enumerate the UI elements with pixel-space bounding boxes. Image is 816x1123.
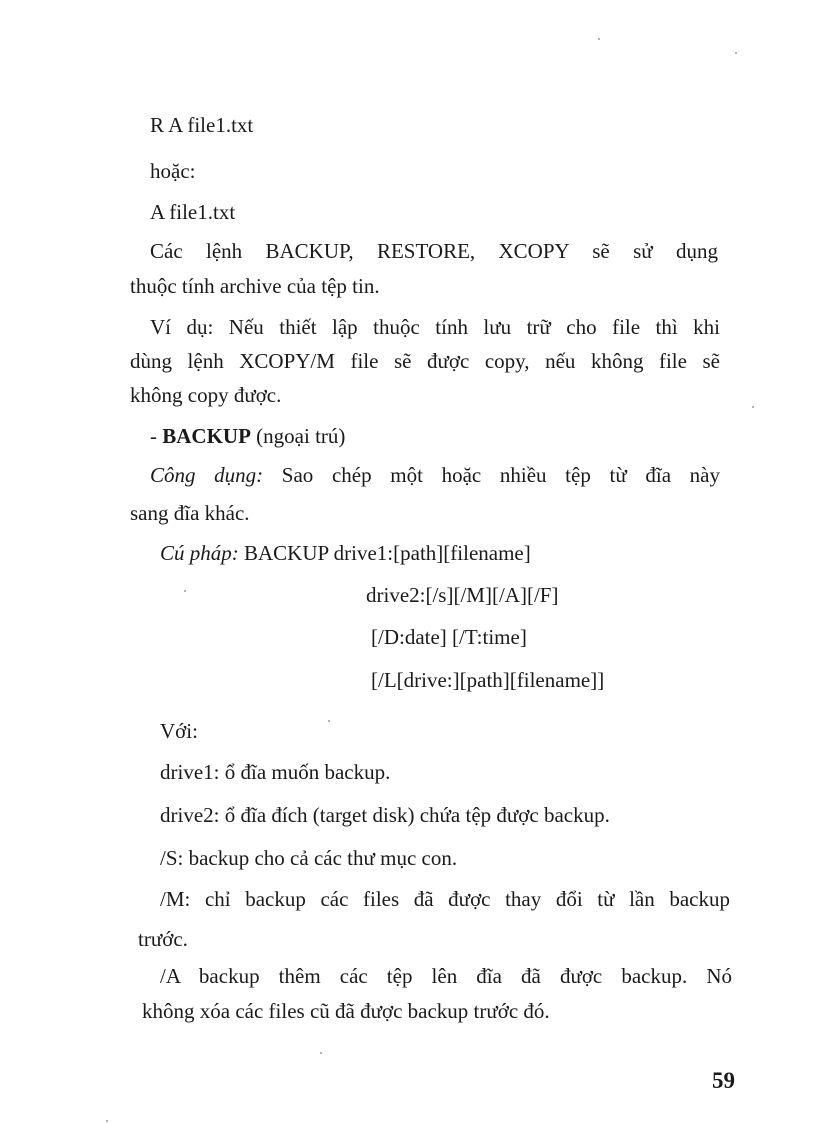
text-line: dùng lệnh XCOPY/M file sẽ được copy, nếu không file sẽ: [130, 349, 720, 373]
text-line: không xóa các files cũ đã được backup trước đó.: [142, 999, 550, 1023]
heading-dash: -: [150, 424, 163, 448]
scan-speck: [106, 1120, 108, 1122]
text-line: Các lệnh BACKUP, RESTORE, XCOPY sẽ sử dụng: [150, 239, 718, 263]
heading-term: BACKUP: [162, 424, 251, 448]
scan-speck: [752, 406, 754, 408]
text-line: sang đĩa khác.: [130, 501, 250, 525]
scan-speck: [735, 52, 737, 54]
heading-note: (ngoại trú): [250, 424, 346, 448]
scan-speck: [320, 1052, 322, 1054]
syntax-continuation: drive2:[/s][/M][/A][/F]: [366, 583, 559, 607]
syntax-line: [160, 540, 531, 566]
syntax-text: BACKUP drive1:[path][filename]: [238, 541, 531, 565]
scan-speck: [598, 38, 600, 40]
text-line: Với:: [160, 719, 198, 743]
text-line: không copy được.: [130, 383, 282, 407]
option-line: drive2: ổ đĩa đích (target disk) chứa tệp được backup.: [160, 803, 610, 827]
usage-text: Sao chép một hoặc nhiều tệp từ đĩa này: [263, 463, 720, 487]
syntax-label: Cú pháp:: [160, 541, 239, 565]
text-line: thuộc tính archive của tệp tin.: [130, 274, 380, 298]
syntax-continuation: [/D:date] [/T:time]: [371, 625, 527, 649]
usage-line: [150, 462, 720, 488]
syntax-continuation: [/L[drive:][path][filename]]: [371, 668, 605, 692]
text-line: R A file1.txt: [150, 113, 254, 137]
text-line: A file1.txt: [150, 200, 236, 224]
option-line: /A backup thêm các tệp lên đĩa đã được backup. Nó: [160, 964, 732, 988]
option-line: /S: backup cho cả các thư mục con.: [160, 846, 458, 870]
page-number: 59: [712, 1068, 735, 1093]
option-line: drive1: ổ đĩa muốn backup.: [160, 760, 391, 784]
usage-label: Công dụng:: [150, 463, 264, 487]
text-line: trước.: [138, 927, 188, 951]
text-line: Ví dụ: Nếu thiết lập thuộc tính lưu trữ cho file thì khi: [150, 315, 720, 339]
scan-speck: [328, 720, 330, 722]
scan-speck: [184, 590, 186, 592]
option-line: /M: chỉ backup các files đã được thay đổi từ lần backup: [160, 887, 730, 911]
text-line: hoặc:: [150, 159, 196, 183]
backup-heading: [150, 423, 345, 449]
